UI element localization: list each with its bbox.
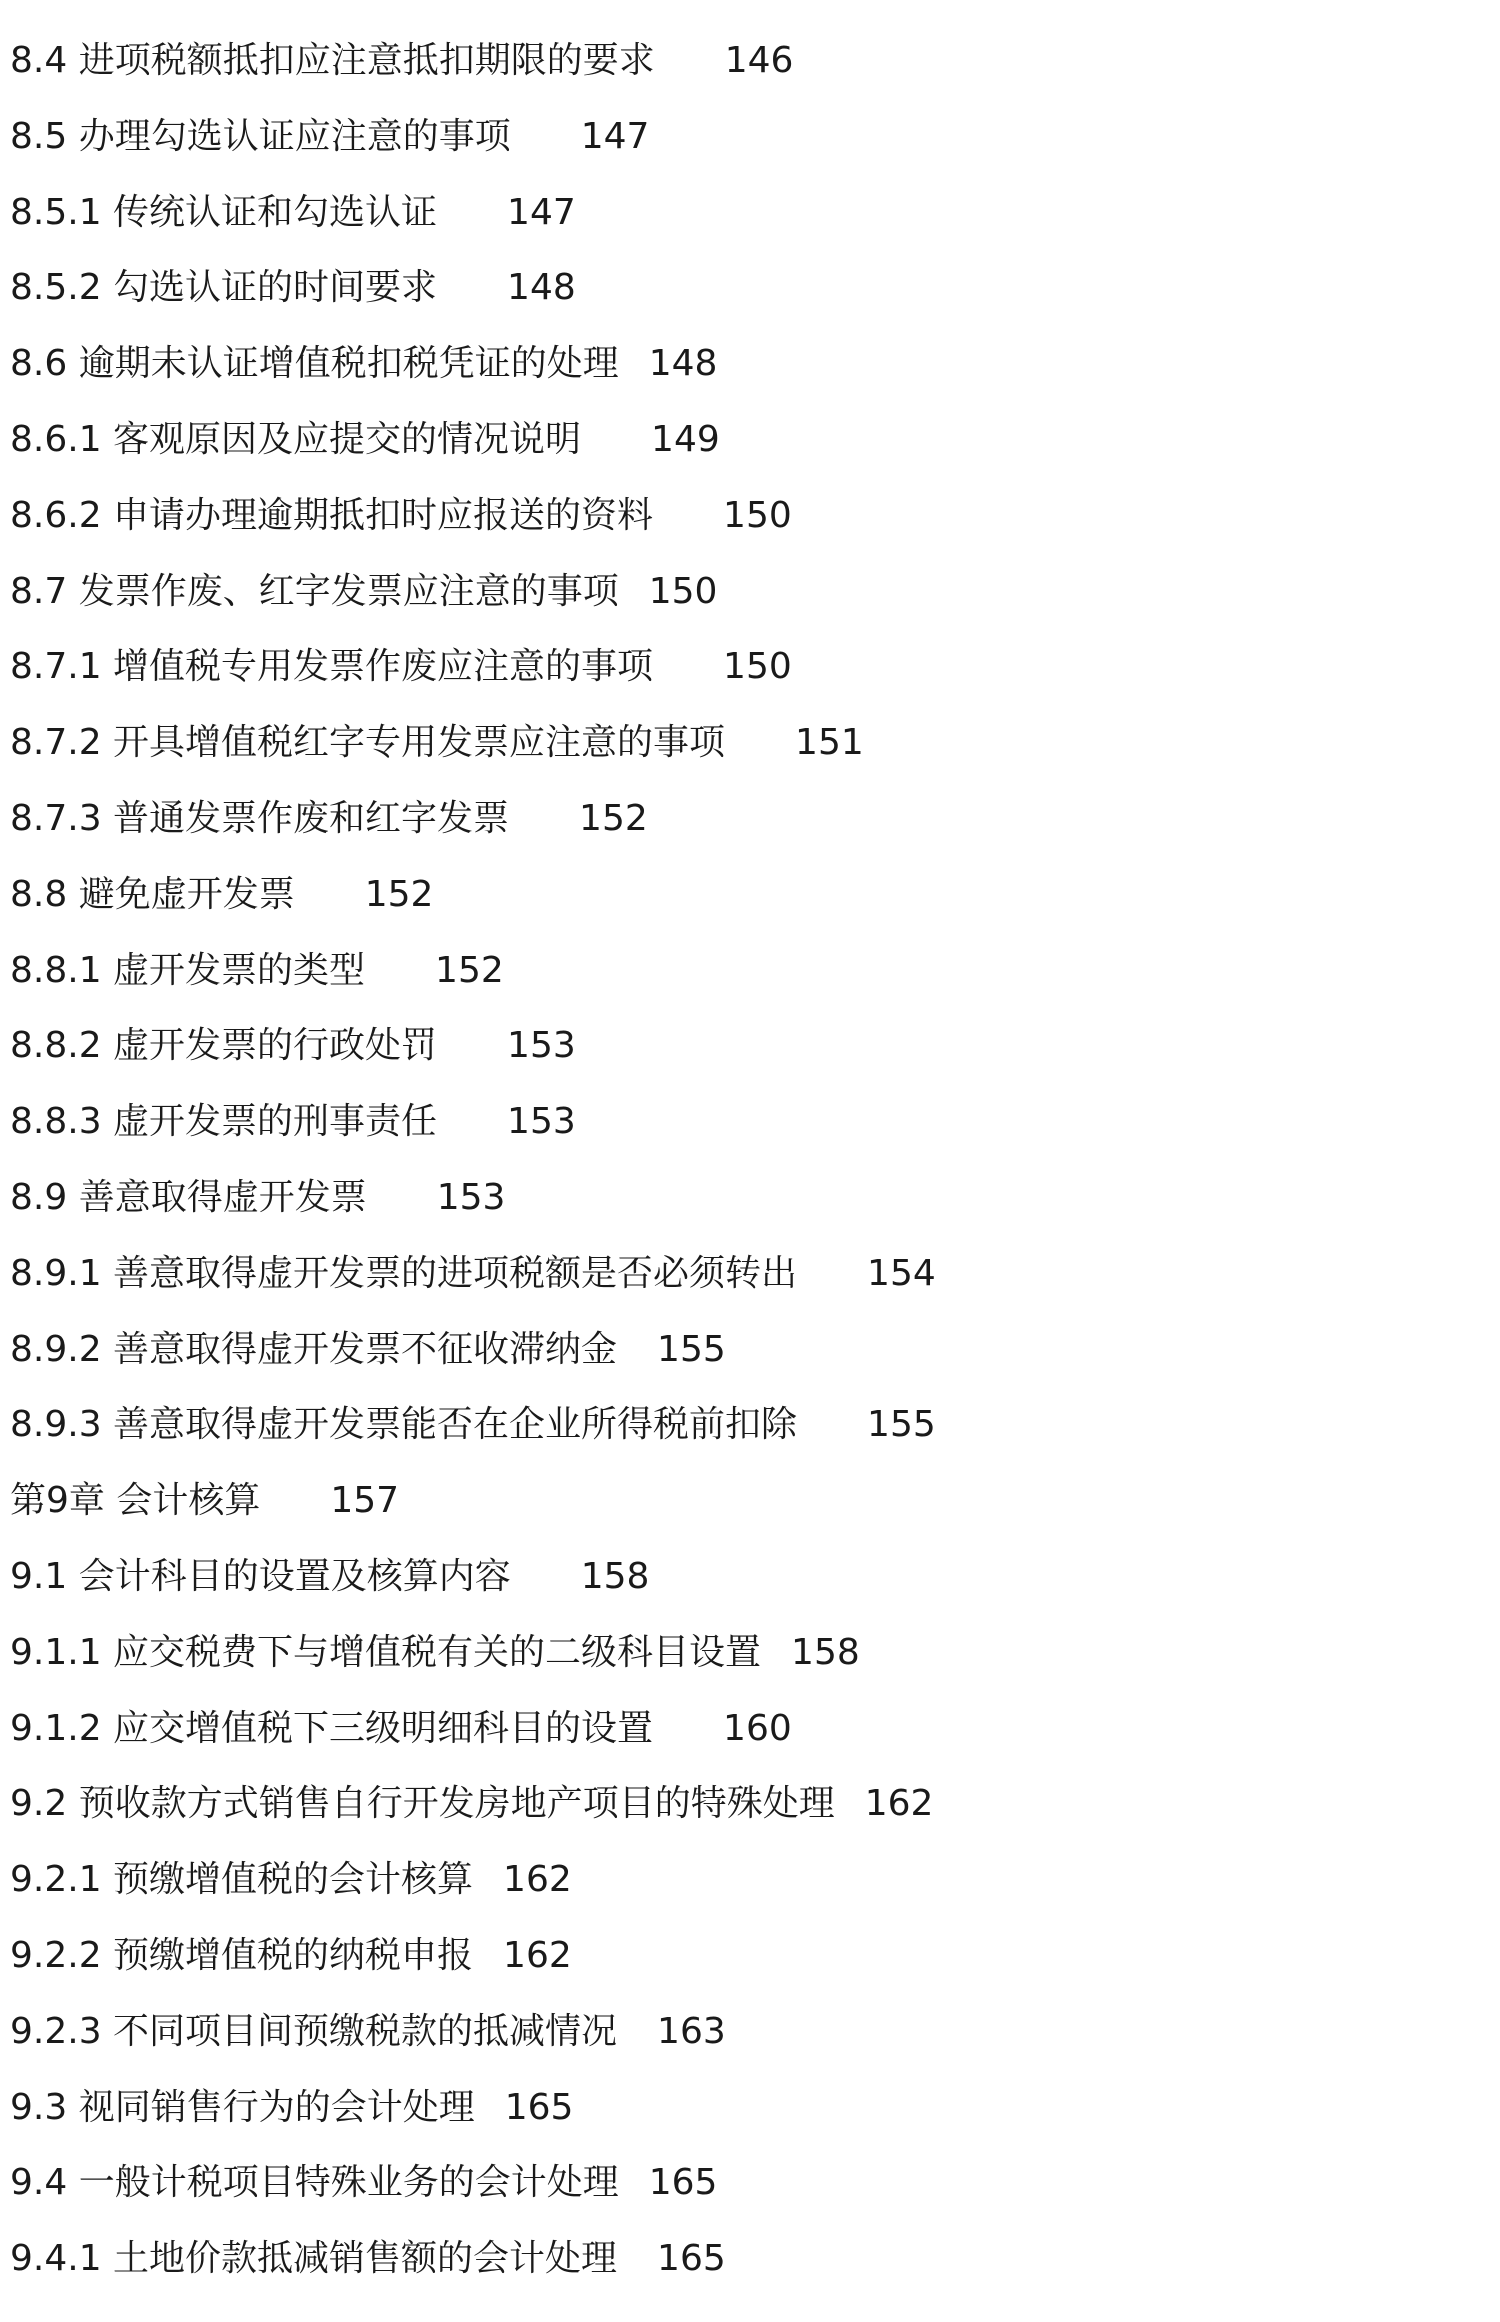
toc-entry-page-number: 151 [795,722,864,764]
toc-entry-page-number: 165 [504,2086,574,2128]
toc-entry-title: 8.7 发票作废、红字发票应注意的事项 [10,570,619,612]
toc-entry-title: 8.9.3 善意取得虚开发票能否在企业所得税前扣除 [10,1404,798,1446]
toc-entry[interactable] [10,183,576,243]
toc-entry-title: 8.8.3 虚开发票的刑事责任 [10,1101,438,1143]
toc-entry-page-number: 153 [436,1177,506,1218]
toc-entry-title: 9.1.2 应交增值税下三级明细科目的设置 [10,1707,654,1749]
toc-entry-page-number: 153 [507,1101,576,1143]
toc-entry-page-number: 150 [648,570,718,612]
toc-entry-page-number: 155 [657,1328,726,1370]
toc-entry[interactable] [10,2153,717,2213]
toc-entry[interactable] [10,1926,572,1986]
toc-entry[interactable] [10,1774,933,1834]
toc-entry-title: 8.5.2 勾选认证的时间要求 [10,267,438,309]
toc-entry-title: 9.4.1 土地价款抵减销售额的会计处理 [10,2238,618,2280]
toc-entry-title: 8.7.1 增值税专用发票作废应注意的事项 [10,646,654,688]
toc-entry-title: 8.5 办理勾选认证应注意的事项 [10,115,511,157]
toc-entry[interactable] [10,1320,726,1380]
toc-entry-title: 8.6 逾期未认证增值税扣税凭证的处理 [10,343,619,385]
toc-entry-page-number: 165 [648,2162,718,2204]
toc-entry-page-number: 146 [724,40,794,81]
toc-entry-title: 8.8.1 虚开发票的类型 [10,949,366,991]
toc-entry[interactable] [10,1623,860,1683]
toc-entry[interactable] [10,334,717,394]
toc-entry-title: 9.2.2 预缴增值税的纳税申报 [10,1935,474,1976]
toc-entry-title: 8.7.3 普通发票作废和红字发票 [10,798,510,839]
toc-entry-page-number: 155 [867,1404,936,1446]
toc-entry[interactable] [10,2078,573,2138]
toc-entry-page-number: 152 [579,798,648,839]
toc-entry-page-number: 162 [503,1859,572,1901]
toc-entry-title: 9.3 视同销售行为的会计处理 [10,2086,475,2128]
toc-entry[interactable] [10,1244,936,1304]
toc-entry[interactable] [10,31,793,91]
toc-entry-title: 9.2.1 预缴增值税的会计核算 [10,1859,474,1901]
toc-entry-title: 8.9.1 善意取得虚开发票的进项税额是否必须转出 [10,1252,798,1294]
toc-entry-title: 8.8 避免虚开发票 [10,873,295,915]
toc-entry-page-number: 147 [580,115,650,157]
toc-entry[interactable] [10,1168,505,1228]
toc-entry-page-number: 153 [507,1025,576,1067]
toc-entry-page-number: 150 [723,646,792,688]
toc-entry[interactable] [10,258,576,318]
toc-entry[interactable] [10,1471,399,1531]
toc-entry[interactable] [10,2229,726,2289]
toc-entry-page-number: 148 [648,343,718,385]
toc-entry[interactable] [10,562,717,622]
toc-entry-page-number: 163 [657,2010,726,2052]
toc-entry-page-number: 158 [580,1556,650,1597]
toc-entry[interactable] [10,107,649,167]
toc-entry-title: 9.2.3 不同项目间预缴税款的抵减情况 [10,2010,618,2052]
toc-entry-title: 8.4 进项税额抵扣应注意抵扣期限的要求 [10,40,655,81]
toc-entry-page-number: 147 [507,191,576,233]
toc-entry-title: 9.1 会计科目的设置及核算内容 [10,1556,511,1597]
toc-entry[interactable] [10,486,792,546]
toc-entry[interactable] [10,1016,576,1076]
toc-entry-title: 9.1.1 应交税费下与增值税有关的二级科目设置 [10,1631,762,1673]
toc-entry-title: 9.2 预收款方式销售自行开发房地产项目的特殊处理 [10,1783,835,1825]
toc-entry-title: 8.9 善意取得虚开发票 [10,1177,367,1218]
toc-entry-title: 9.4 一般计税项目特殊业务的会计处理 [10,2162,619,2204]
toc-entry[interactable] [10,713,864,773]
toc-entry-page-number: 157 [330,1480,400,1522]
toc-entry[interactable] [10,1395,936,1455]
toc-entry[interactable] [10,637,792,697]
toc-entry-page-number: 152 [435,949,504,991]
toc-entry[interactable] [10,2002,726,2062]
toc-entry-page-number: 162 [503,1935,572,1976]
toc-entry-title: 8.7.2 开具增值税红字专用发票应注意的事项 [10,722,726,764]
toc-entry-title: 第9章 会计核算 [10,1480,261,1522]
toc-entry-page-number: 162 [864,1783,934,1825]
toc-entry-page-number: 152 [364,873,434,915]
toc-entry-page-number: 165 [657,2238,726,2280]
toc-entry-page-number: 148 [507,267,576,309]
toc-entry-page-number: 150 [723,494,792,536]
toc-entry-page-number: 158 [791,1631,860,1673]
toc-entry[interactable] [10,1547,649,1607]
toc-entry-title: 8.5.1 传统认证和勾选认证 [10,191,438,233]
toc-entry-title: 8.6.2 申请办理逾期抵扣时应报送的资料 [10,494,654,536]
toc-entry-title: 8.6.1 客观原因及应提交的情况说明 [10,419,582,460]
toc-entry[interactable] [10,941,504,1001]
toc-entry-title: 8.8.2 虚开发票的行政处罚 [10,1025,438,1067]
toc-entry-page-number: 149 [651,419,720,460]
toc-entry[interactable] [10,865,433,925]
toc-entry[interactable] [10,1699,792,1759]
toc-entry-page-number: 160 [723,1707,792,1749]
toc-entry-page-number: 154 [867,1252,936,1294]
toc-entry[interactable] [10,410,720,470]
toc-entry[interactable] [10,1850,572,1910]
toc-entry[interactable] [10,789,648,849]
toc-entry[interactable] [10,1092,576,1152]
toc-entry-title: 8.9.2 善意取得虚开发票不征收滞纳金 [10,1328,618,1370]
